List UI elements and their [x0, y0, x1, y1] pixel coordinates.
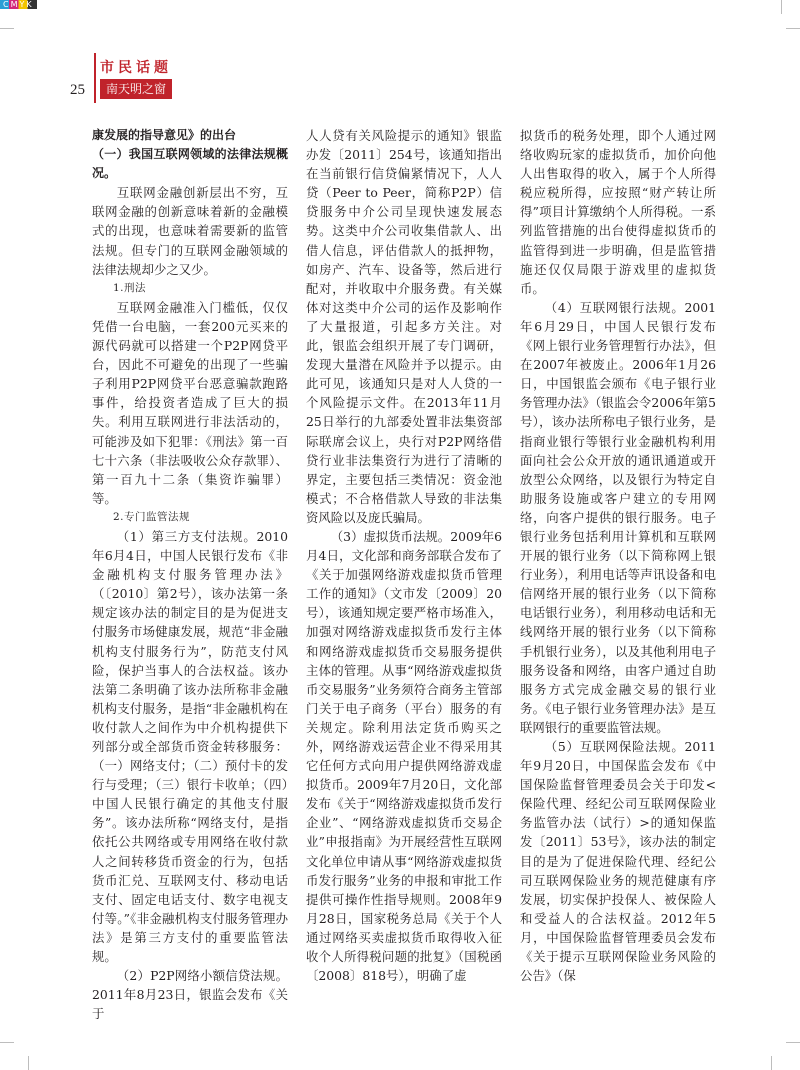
text-column-3: [520, 126, 716, 985]
paragraph: 2.专门监管法规: [113, 510, 191, 523]
crop-mark: [0, 28, 14, 29]
text-column-1: [92, 126, 288, 1023]
paragraph: 人人贷有关风险提示的通知》银监办发〔2011〕254号，该通知指出在当前银行信贷偏紧情况下，人人贷（Peer to Peer，简称P2P）信贷服务中介公司呈现快速发展态势。这类中介公司收集借款人、出借人信息，评估借款人的抵押物，如房产、汽车、设备等，然后进行配对，并收取中介服务费。有关媒体对这类中介公司的运作及影响作了大量报道，引起多方关注。对此，银监会组织开展了专门调研，发现大量潜在风险并予以提示。由此可见，该通知只是对人人贷的一个风险提示文件。在2013年11月25日举行的九部委处置非法集资部际联席会议上，央行对P2P网络借贷行业非法集资行为进行了清晰的界定，主要包括三类情况：资金池模式；不合格借款人导致的非法集资风险以及庞氏骗局。: [306, 128, 502, 525]
crop-mark: [786, 28, 800, 29]
crop-mark: [28, 1056, 29, 1070]
paragraph: 1.刑法: [113, 281, 147, 294]
paragraph: 康发展的指导意见》的出台: [92, 128, 237, 142]
paragraph: 互联网金融创新层出不穷，互联网金融的创新意味着新的金融模式的出现，也意味着需要新的监管法规。但专门的互联网金融领域的法律法规却少之又少。: [92, 185, 288, 277]
column-label: 南天明之窗: [100, 79, 172, 99]
paragraph: 互联网金融准入门槛低，仅仅凭借一台电脑，一套200元买来的源代码就可以搭建一个P2P网贷平台，因此不可避免的出现了一些骗子利用P2P网贷平台恶意骗款跑路事件，给投资者造成了巨大的损失。利用互联网进行非法活动的，可能涉及如下犯罪：《刑法》第一百七十六条（非法吸收公众存款罪）、第一百九十二条（集资诈骗罪）等。: [92, 299, 288, 506]
crop-mark: [781, 0, 782, 14]
paragraph: （4）互联网银行法规。2001年6月29日，中国人民银行发布《网上银行业务管理暂行办法》，但在2007年被废止。2006年1月26日，中国银监会颁布《电子银行业务管理办法》（银监会令2006年第5号），该办法所称电子银行业务，是指商业银行等银行业金融机构利用面向社会公众开放的通讯通道或开放型公众网络，以及银行为特定自助服务设施或客户建立的专用网络，向客户提供的银行服务。电子银行业务包括利用计算机和互联网开展的银行业务（以下简称网上银行业务），利用电话等声讯设备和电信网络开展的银行业务（以下简称电话银行业务），利用移动电话和无线网络开展的银行业务（以下简称手机银行业务），以及其他利用电子服务设备和网络，由客户通过自助服务方式完成金融交易的银行业务。《电子银行业务管理办法》是互联网银行的重要监管法规。: [520, 299, 716, 735]
crop-mark: [771, 1056, 772, 1070]
paragraph: 拟货币的税务处理，即个人通过网络收购玩家的虚拟货币，加价向他人出售取得的收入，属于个人所得税应税所得，应按照“财产转让所得”项目计算缴纳个人所得税。一系列监管措施的出台使得虚拟货币的监管得到进一步明确，但是监管措施还仅仅局限于游戏里的虚拟货币。: [520, 128, 716, 296]
paragraph: （3）虚拟货币法规。2009年6月4日，文化部和商务部联合发布了《关于加强网络游戏虚拟货币管理工作的通知》（文市发〔2009〕20号），该通知规定要严格市场准入，加强对网络游戏虚拟货币发行主体和网络游戏虚拟货币交易服务提供主体的管理。从事“网络游戏虚拟货币交易服务”业务须符合商务主管部门关于电子商务（平台）服务的有关规定。除利用法定货币购买之外，网络游戏运营企业不得采用其它任何方式向用户提供网络游戏虚拟货币。2009年7月20日，文化部发布《关于“网络游戏虚拟货币发行企业”、“网络游戏虚拟货币交易企业”申报指南》为开展经营性互联网文化单位申请从事“网络游戏虚拟货币发行服务”业务的申报和审批工作提供可操作性指导规则。2008年9月28日，国家税务总局《关于个人通过网络买卖虚拟货币取得收入征收个人所得税问题的批复》（国税函〔2008〕818号），明确了虚: [306, 528, 503, 984]
section-title: 市民话题: [100, 60, 172, 76]
header-accent-rule: [94, 53, 96, 103]
crop-mark: [0, 1042, 14, 1043]
text-column-2: [306, 126, 502, 985]
paragraph: （5）互联网保险法规。2011年9月20日，中国保监会发布《中国保险监督管理委员会关于印发<保险代理、经纪公司互联网保险业务监管办法（试行）>的通知保监发〔2011〕53号》，该办法的制定目的是为了促进保险代理、经纪公司互联网保险业务的规范健康有序发展，切实保护投保人、被保险人和受益人的合法权益。2012年5月，中国保险监督管理委员会发布《关于提示互联网保险业务风险的公告》（保: [520, 739, 716, 984]
paragraph: （1）第三方支付法规。2010年6月4日，中国人民银行发布《非金融机构支付服务管理办法》（〔2010〕第2号），该办法第一条规定该办法的制定目的是为促进支付服务市场健康发展，规范“非金融机构支付服务行为”，防范支付风险，保护当事人的合法权益。该办法第二条明确了该办法所称非金融机构支付服务，是指“非金融机构在收付款人之间作为中介机构提供下列部分或全部货币资金转移服务：（一）网络支付；（二）预付卡的发行与受理；（三）银行卡收单；（四）中国人民银行确定的其他支付服务”。该办法所称“网络支付，是指依托公共网络或专用网络在收付款人之间转移货币资金的行为，包括货币汇兑、互联网支付、移动电话支付、固定电话支付、数字电视支付等。”《非金融机构支付服务管理办法》是第三方支付的重要监管法规。: [92, 528, 288, 965]
paragraph: （2）P2P网络小额信贷法规。2011年8月23日，银监会发布《关于: [92, 968, 288, 1022]
color-registration-bar: CMYK: [0, 0, 37, 9]
paragraph: （一）我国互联网领域的法律法规概况。: [92, 147, 288, 181]
crop-mark: [786, 1042, 800, 1043]
page-number: 25: [70, 82, 85, 98]
